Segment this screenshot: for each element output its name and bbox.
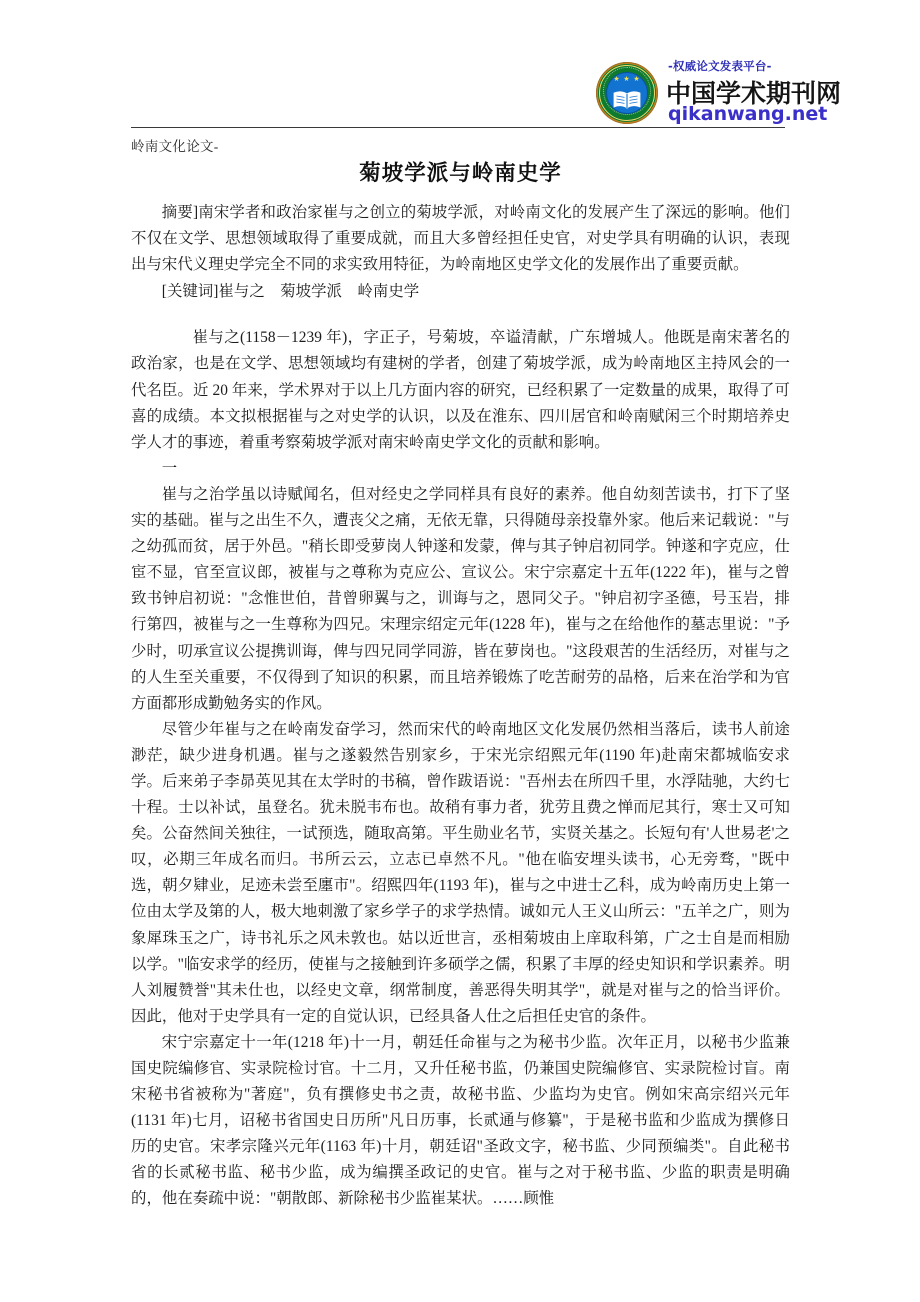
open-book-icon — [611, 90, 643, 110]
section-marker-1: 一 — [161, 459, 178, 477]
keywords-line: [关键词]崔与之 菊坡学派 岭南史学 — [161, 283, 420, 301]
body-paragraph-1: 崔与之(1158－1239 年)，字正子，号菊坡，卒谥清献，广东增城人。他既是南宋著名的政治家，也是在文学、思想领域均有建树的学者，创建了菊坡学派，成为岭南地区主持风会的一代名臣。近 20 年来，学术界对于以上几方面内容的研究，已经积累了一定数量的成果，取得了可喜的成绩。本文拟根据崔与之对史学的认识，以及在淮东、四川居官和岭南赋闲三个时期培养史学人才的事迹，着重考察菊坡学派对南宋岭南史学文化的贡献和影响。 — [131, 329, 790, 451]
header-divider — [131, 127, 785, 128]
abstract-paragraph: 摘要]南宋学者和政治家崔与之创立的菊坡学派，对岭南文化的发展产生了深远的影响。他们不仅在文学、思想领域取得了重要成就，而且大多曾经担任史官，对史学具有明确的认识，表现出与宋代义理史学完全不同的求实致用特征，为岭南地区史学文化的发展作出了重要贡献。 — [131, 204, 790, 274]
publisher-tagline: -权威论文发表平台- — [668, 59, 772, 73]
paragraph-spacer — [131, 305, 790, 325]
publisher-logo-icon — [596, 62, 658, 124]
logo-inner-disc — [606, 72, 648, 114]
publisher-name: 中国学术期刊网 — [666, 79, 842, 108]
page-title: 菊坡学派与岭南史学 — [359, 161, 562, 185]
publisher-masthead — [596, 58, 842, 126]
logo-stars: ★ ★ ★ — [613, 75, 641, 83]
body-paragraph-2: 崔与之治学虽以诗赋闻名，但对经史之学同样具有良好的素养。他自幼刻苦读书，打下了坚实的基础。崔与之出生不久，遭丧父之痛，无依无靠，只得随母亲投靠外家。他后来记载说："与之幼孤而贫，居于外邑。"稍长即受萝岗人钟遂和发蒙，俾与其子钟启初同学。钟遂和字克应，仕宦不显，官至宣议郎，被崔与之尊称为克应公、宣议公。宋宁宗嘉定十五年(1222 年)，崔与之曾致书钟启初说："念惟世伯，昔曾卵翼与之，训诲与之，恩同父子。"钟启初字圣德，号玉岩，排行第四，被崔与之一生尊称为四兄。宋理宗绍定元年(1228 年)，崔与之在给他作的墓志里说："予少时，叨承宣议公提携训诲，俾与四兄同学同游，皆在萝岗也。"这段艰苦的生活经历，对崔与之的人生至关重要，不仅得到了知识的积累，而且培养锻炼了吃苦耐劳的品格，后来在治学和为官方面都形成勤勉务实的作风。 — [131, 485, 790, 712]
running-head: 岭南文化论文- — [131, 139, 219, 154]
body-paragraph-4: 宋宁宗嘉定十一年(1218 年)十一月，朝廷任命崔与之为秘书少监。次年正月，以秘书少监兼国史院编修官、实录院检讨官。十二月，又升任秘书监，仍兼国史院编修官、实录院检讨盲。南宋秘书省被称为"著庭"，负有撰修史书之责，故秘书监、少监均为史官。例如宋高宗绍兴元年(1131 年)七月，诏秘书省国史日历所"凡日历事，长贰通与修纂"，于是秘书监和少监成为撰修日历的史官。宋孝宗隆兴元年(1163 年)十月，朝廷诏"圣政文字，秘书监、少同预编类"。自此秘书省的长贰秘书监、秘书少监，成为编撰圣政记的史官。崔与之对于秘书监、少监的职责是明确的，他在奏疏中说："朝散郎、新除秘书少监崔某状。……顾惟 — [131, 1033, 790, 1208]
document-body — [131, 158, 790, 1213]
publisher-url[interactable]: qikanwang.net — [668, 103, 828, 125]
body-paragraph-3: 尽管少年崔与之在岭南发奋学习，然而宋代的岭南地区文化发展仍然相当落后，读书人前途渺茫，缺少进身机遇。崔与之遂毅然告别家乡，于宋光宗绍熙元年(1190 年)赴南宋都城临安求学。后来弟子李昴英见其在太学时的书稿，曾作跋语说："吾州去在所四千里，水浮陆驰，大约七十程。士以补试，虽登名。犹未脱韦布也。故稍有事力者，犹劳且费之惮而尼其行，寒士又可知矣。公奋然间关独往，一试预选，随取高第。平生勋业名节，实贤关基之。长短句有'人世易老'之叹，必期三年成名而归。书所云云，立志已卓然不凡。"他在临安埋头读书，心无旁骛，"既中选，朝夕肄业，足迹未尝至廛市"。绍熙四年(1193 年)，崔与之中进士乙科，成为岭南历史上第一位由太学及第的人，极大地刺激了家乡学子的求学热情。诚如元人王义山所云："五羊之广，则为象犀珠玉之广，诗书礼乐之风未敦也。姑以近世言，丞相菊坡由上庠取科第，广之士自是而相励以学。"临安求学的经历，使崔与之接触到许多硕学之儒，积累了丰厚的经史知识和学识素养。明人刘履赞誉"其未仕也，以经史文章，纲常制度，善恶得失明其学"，就是对崔与之的恰当评价。因此，他对于史学具有一定的自觉认识，已经具备人仕之后担任史官的条件。 — [131, 720, 790, 1025]
